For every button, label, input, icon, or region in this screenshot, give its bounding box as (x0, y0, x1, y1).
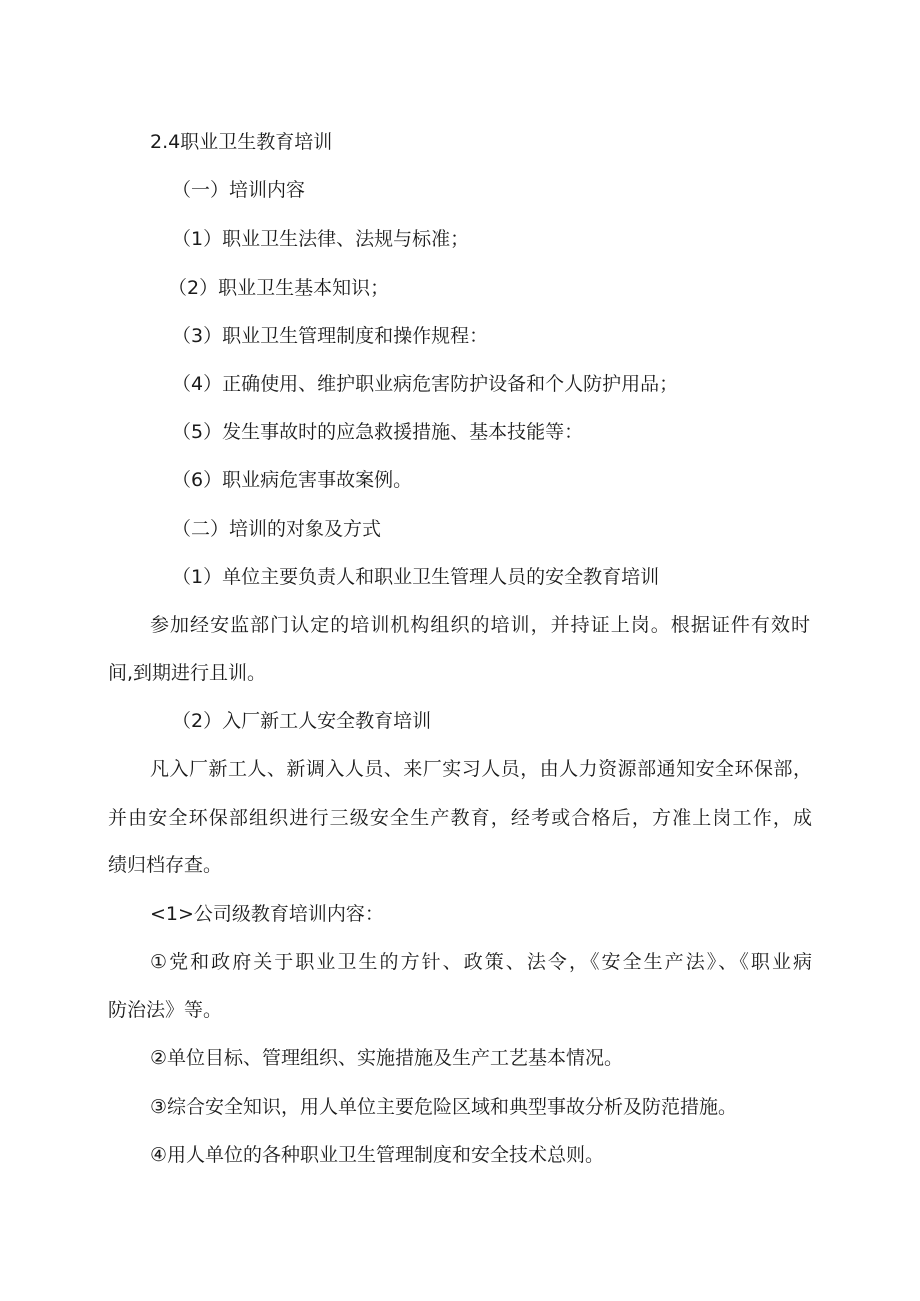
part1-item: （1）职业卫生法律、法规与标准； (172, 228, 470, 250)
part1-heading: （一）培训内容 (172, 179, 306, 201)
company-level-heading: <1>公司级教育培训内容： (150, 903, 384, 925)
sub2-body-line: 凡入厂新工人、新调入人员、来厂实习人员，由人力资源部通知安全环保部， (150, 758, 812, 780)
sub2-body-line: 绩归档存查。 (108, 854, 223, 876)
sub2-heading: （2）入厂新工人安全教育培训 (172, 710, 432, 732)
company-level-item: ②单位目标、管理组织、实施措施及生产工艺基本情况。 (150, 1047, 624, 1069)
part1-item: （6）职业病危害事故案例。 (172, 469, 413, 491)
part1-item: （3）职业卫生管理制度和操作规程： (172, 325, 489, 347)
company-level-item: ④用人单位的各种职业卫生管理制度和安全技术总则。 (150, 1144, 605, 1166)
company-level-item: ③综合安全知识，用人单位主要危险区域和典型事故分析及防范措施。 (150, 1096, 738, 1118)
part1-item: （5）发生事故时的应急救援措施、基本技能等： (172, 421, 584, 443)
part1-item: （4）正确使用、维护职业病危害防护设备和个人防护用品； (172, 373, 679, 395)
sub2-body-line: 并由安全环保部组织进行三级安全生产教育，经考或合格后，方准上岗工作，成 (108, 807, 812, 829)
part1-item: （2）职业卫生基本知识； (168, 277, 390, 299)
company-level-item: 防治法》等。 (108, 999, 223, 1021)
section-heading: 2.4职业卫生教育培训 (150, 131, 333, 153)
sub1-body-line: 间,到期进行且训。 (108, 662, 267, 684)
sub1-body-line: 参加经安监部门认定的培训机构组织的培训，并持证上岗。根据证件有效时 (150, 614, 810, 636)
sub1-heading: （1）单位主要负责人和职业卫生管理人员的安全教育培训 (172, 566, 660, 588)
company-level-item: ①党和政府关于职业卫生的方针、政策、法令，《安全生产法》、《职业病 (150, 951, 812, 973)
part2-heading: （二）培训的对象及方式 (172, 518, 382, 540)
